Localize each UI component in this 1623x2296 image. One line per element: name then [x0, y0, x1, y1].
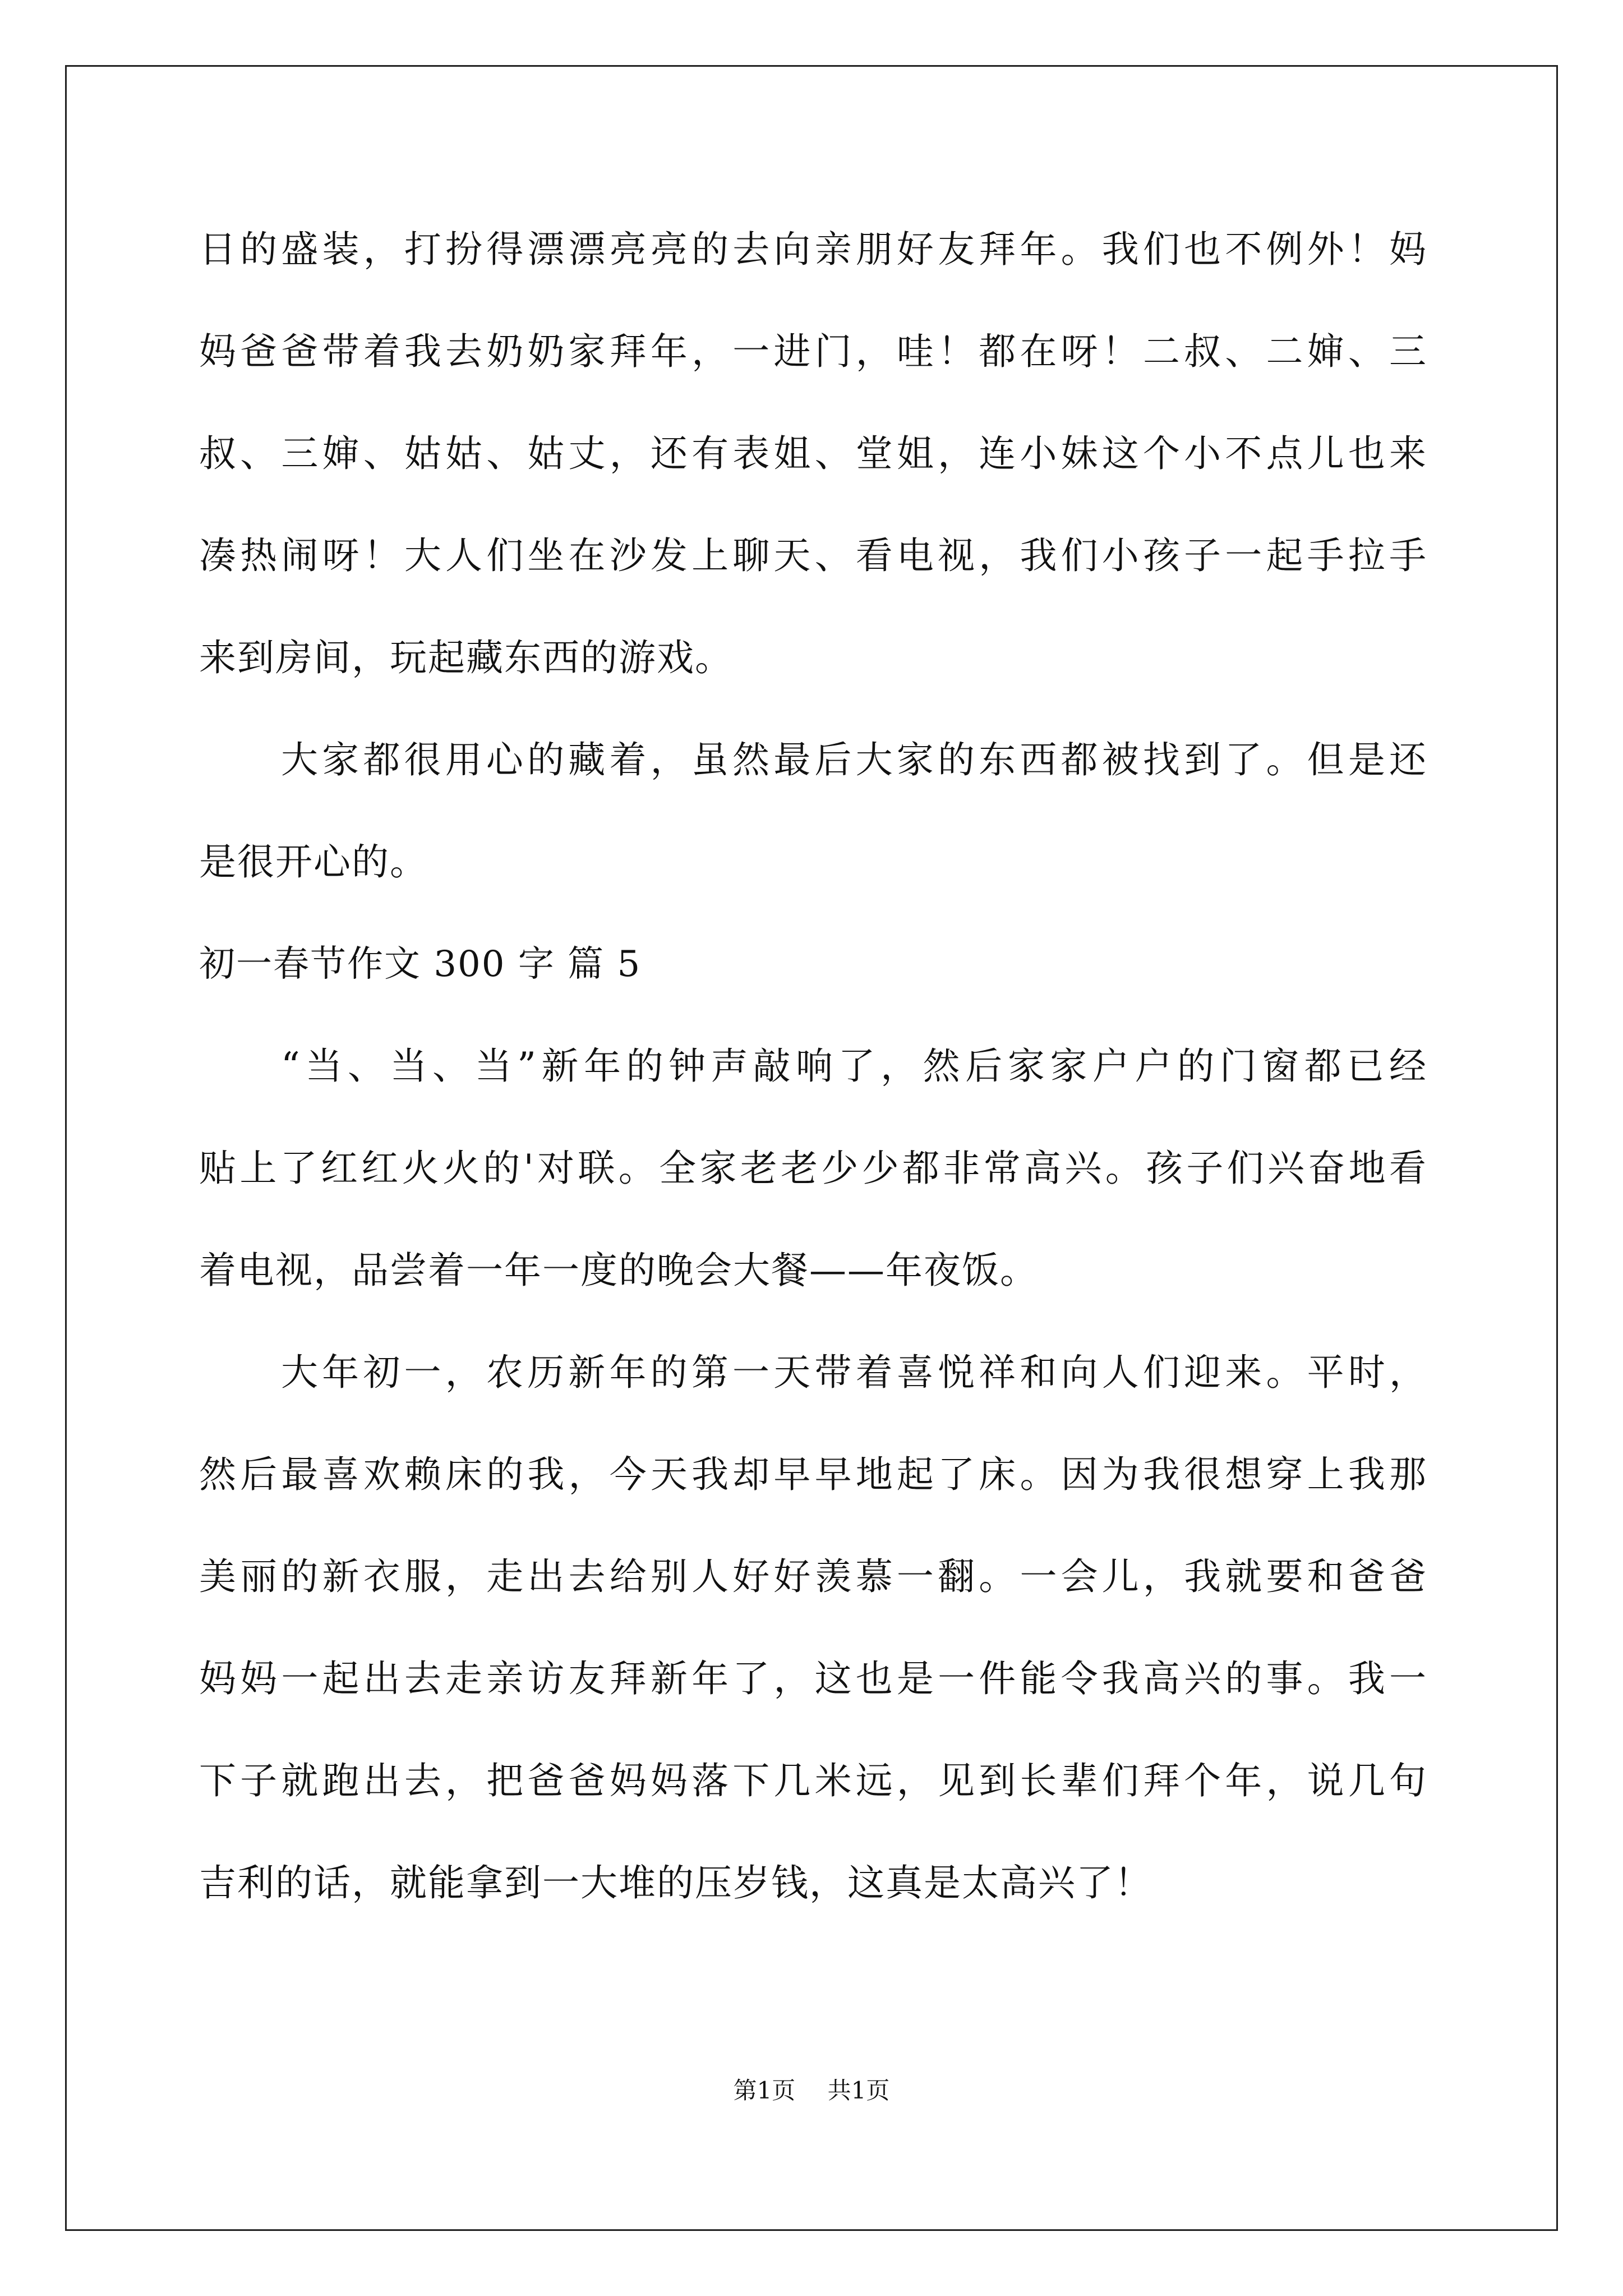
- text-line: 然后最喜欢赖床的我，今天我却早早地起了床。因为我很想穿上我那: [199, 1453, 1427, 1496]
- text-line: 吉利的话，就能拿到一大堆的压岁钱，这真是太高兴了！: [199, 1861, 1152, 1904]
- page-footer: [0, 2077, 1623, 2105]
- paragraph-first-line: “当、当、当”新年的钟声敲响了，然后家家户户的门窗都已经: [281, 1045, 1427, 1088]
- text-line: 日的盛装，打扮得漂漂亮亮的去向亲朋好友拜年。我们也不例外！妈: [199, 228, 1427, 271]
- text-line: 妈爸爸带着我去奶奶家拜年，一进门，哇！都在呀！二叔、二婶、三: [199, 330, 1427, 373]
- text-line: 是很开心的。: [199, 840, 428, 884]
- page-total: 共1页: [827, 2077, 890, 2104]
- text-line: 美丽的新衣服，走出去给别人好好羡慕一翻。一会儿，我就要和爸爸: [199, 1555, 1427, 1598]
- paragraph-first-line: 大家都很用心的藏着，虽然最后大家的东西都被找到了。但是还: [281, 738, 1427, 781]
- text-line: 来到房间，玩起藏东西的游戏。: [199, 636, 733, 679]
- page-number: 第1页: [733, 2077, 796, 2104]
- document-body: [199, 227, 1427, 1963]
- paragraph-first-line: 大年初一，农历新年的第一天带着喜悦祥和向人们迎来。平时，: [281, 1351, 1427, 1394]
- text-line: 着电视，品尝着一年一度的晚会大餐——年夜饭。: [199, 1249, 1038, 1292]
- section-heading: 初一春节作文 300 字 篇 5: [199, 944, 642, 985]
- text-line: 叔、三婶、姑姑、姑丈，还有表姐、堂姐，连小妹这个小不点儿也来: [199, 432, 1427, 475]
- text-line: 妈妈一起出去走亲访友拜新年了，这也是一件能令我高兴的事。我一: [199, 1657, 1427, 1700]
- text-line: 下子就跑出去，把爸爸妈妈落下几米远，见到长辈们拜个年，说几句: [199, 1759, 1427, 1802]
- text-line: 凑热闹呀！大人们坐在沙发上聊天、看电视，我们小孩子一起手拉手: [199, 534, 1427, 577]
- text-line: 贴上了红红火火的'对联。全家老老少少都非常高兴。孩子们兴奋地看: [199, 1147, 1427, 1190]
